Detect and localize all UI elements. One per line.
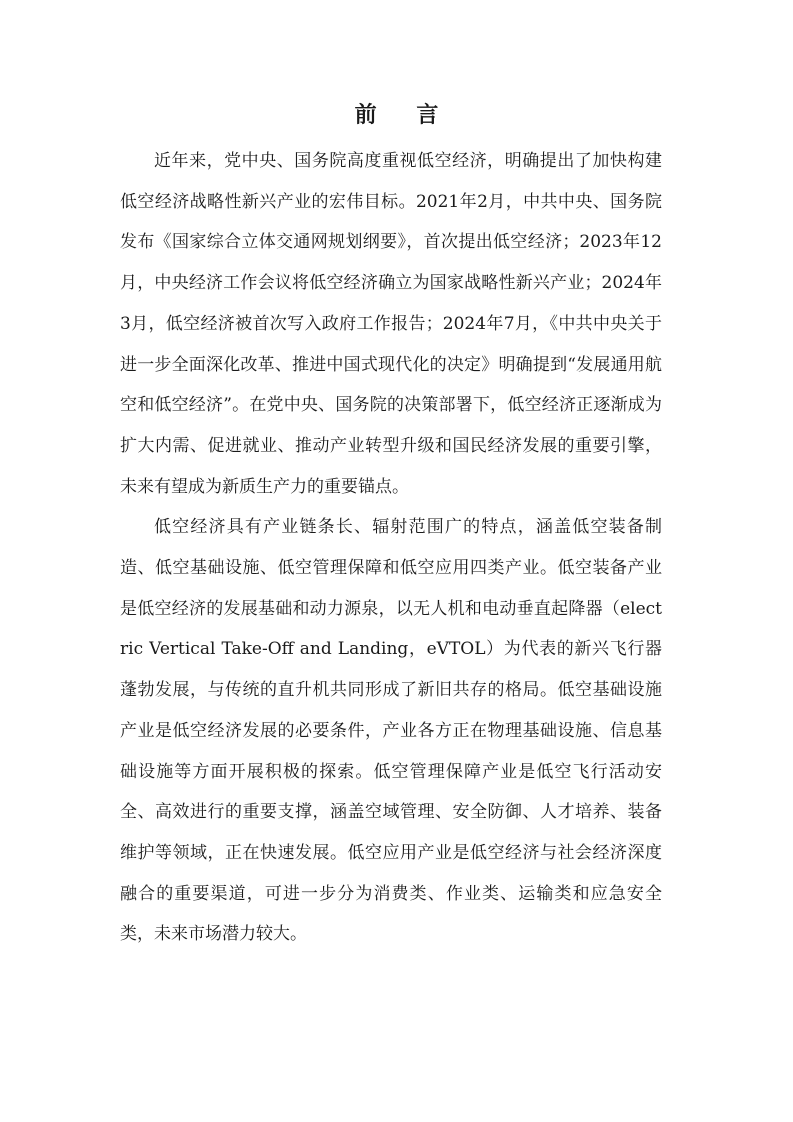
paragraph-2: 低空经济具有产业链条长、辐射范围广的特点，涵盖低空装备制造、低空基础设施、低空管理保障和低空应用四类产业。低空装备产业是低空经济的发展基础和动力源泉，以无人机和电动垂直起降器（electric Vertical Take-Off and Landing，eVTOL）为代表的新兴飞行器蓬勃发展，与传统的直升机共同形成了新旧共存的格局。低空基础设施产业是低空经济发展的必要条件，产业各方正在物理基础设施、信息基础设施等方面开展积极的探索。低空管理保障产业是低空飞行活动安全、高效进行的重要支撑，涵盖空域管理、安全防御、人才培养、装备维护等领域，正在快速发展。低空应用产业是低空经济与社会经济深度融合的重要渠道，可进一步分为消费类、作业类、运输类和应急安全类，未来市场潜力较大。 <box>120 517 662 945</box>
page-title: 前 言 <box>354 103 455 128</box>
paragraph-1: 近年来，党中央、国务院高度重视低空经济，明确提出了加快构建低空经济战略性新兴产业的宏伟目标。2021年2月，中共中央、国务院发布《国家综合立体交通网规划纲要》，首次提出低空经济；2023年12月，中央经济工作会议将低空经济确立为国家战略性新兴产业；2024年3月，低空经济被首次写入政府工作报告；2024年7月，《中共中央关于进一步全面深化改革、推进中国式现代化的决定》明确提到“发展通用航空和低空经济”。在党中央、国务院的决策部署下，低空经济正逐渐成为扩大内需、促进就业、推动产业转型升级和国民经济发展的重要引擎，未来有望成为新质生产力的重要锚点。 <box>120 151 662 497</box>
body-text <box>120 141 662 955</box>
